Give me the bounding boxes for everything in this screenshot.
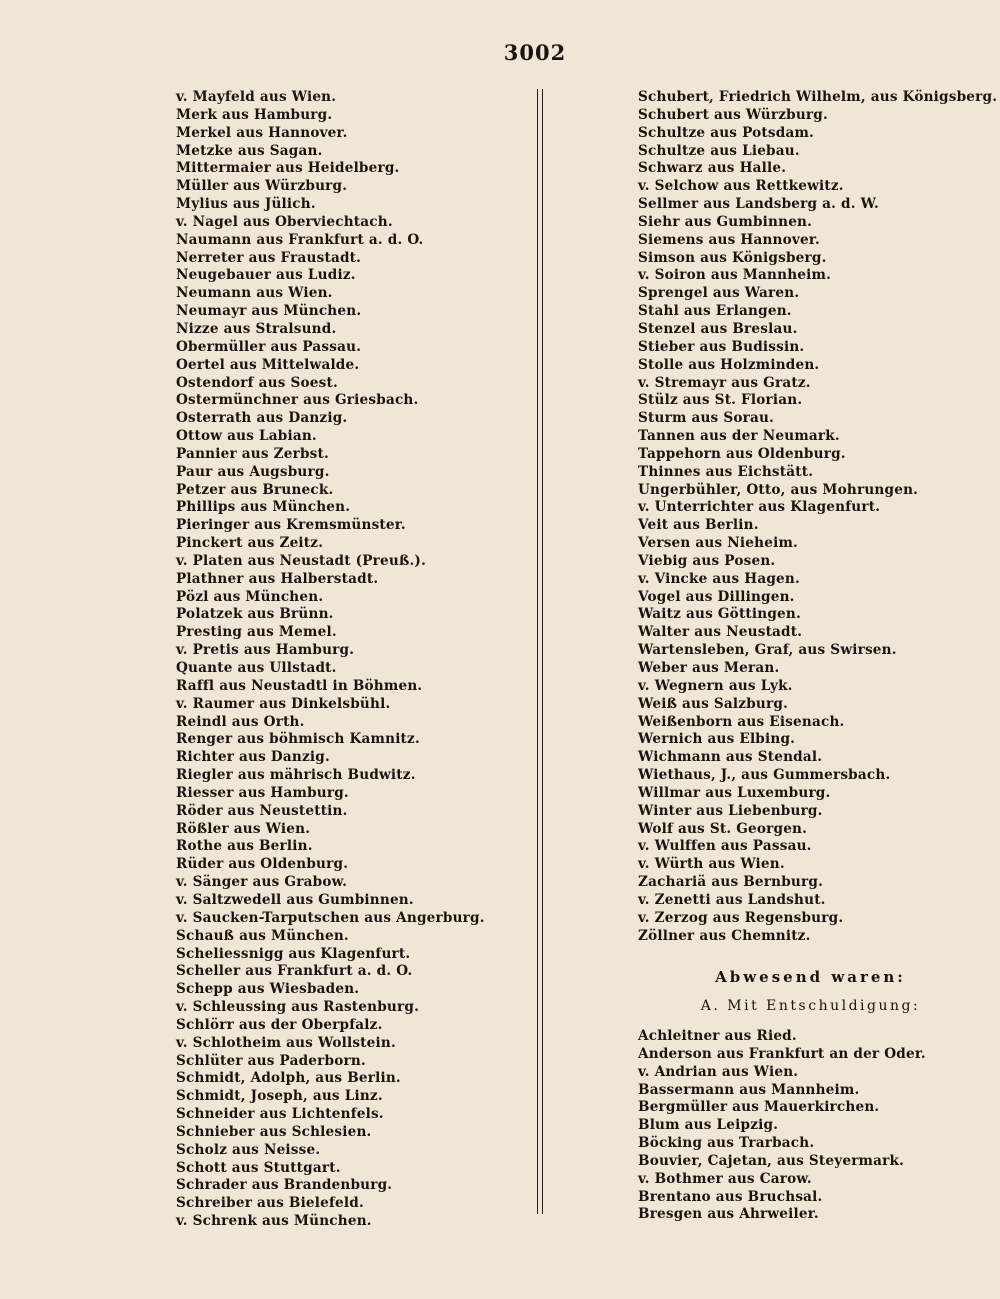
- name-entry: Osterrath aus Danzig.: [176, 410, 348, 427]
- name-entry: Rüder aus Oldenburg.: [176, 856, 349, 873]
- name-entry: v. Schlotheim aus Wollstein.: [176, 1034, 396, 1051]
- name-entry: Weiß aus Salzburg.: [638, 695, 789, 712]
- name-entry: v. Unterrichter aus Klagenfurt.: [638, 499, 881, 516]
- name-entry: Stolle aus Holzminden.: [638, 356, 820, 373]
- name-entry: Schwarz aus Halle.: [638, 160, 787, 177]
- name-entry: Müller aus Würzburg.: [176, 178, 348, 195]
- name-entry: Wolf aus St. Georgen.: [638, 820, 808, 837]
- name-entry: Schubert, Friedrich Wilhelm, aus Königsberg.: [638, 89, 998, 105]
- name-entry: Riesser aus Hamburg.: [176, 784, 349, 801]
- name-entry: Reindl aus Orth.: [176, 713, 305, 730]
- name-entry: Neumayr aus München.: [176, 303, 362, 320]
- name-entry: Paur aus Augsburg.: [176, 463, 330, 480]
- absent-name-list: [638, 1028, 983, 1224]
- name-entry: v. Selchow aus Rettkewitz.: [638, 178, 844, 195]
- page-number: 3002: [503, 40, 567, 65]
- name-entry: Simson aus Königsberg.: [638, 249, 827, 266]
- name-entry: Wartensleben, Graf, aus Swirsen.: [638, 642, 897, 659]
- name-entry: Stahl aus Erlangen.: [638, 303, 792, 320]
- name-entry: Schmidt, Adolph, aus Berlin.: [176, 1070, 401, 1087]
- name-entry: Brentano aus Bruchsal.: [638, 1188, 823, 1205]
- name-entry: Tappehorn aus Oldenburg.: [638, 445, 846, 462]
- name-entry: Polatzek aus Brünn.: [176, 606, 334, 623]
- name-entry: Riegler aus mährisch Budwitz.: [176, 767, 416, 784]
- name-entry: Quante aus Ullstadt.: [176, 660, 337, 676]
- name-entry: Böcking aus Trarbach.: [638, 1135, 815, 1152]
- name-entry: Scholz aus Neisse.: [176, 1141, 321, 1158]
- name-entry: v. Sänger aus Grabow.: [176, 874, 348, 891]
- name-entry: v. Vincke aus Hagen.: [638, 570, 800, 587]
- name-entry: v. Zerzog aus Regensburg.: [638, 909, 844, 926]
- name-entry: Waitz aus Göttingen.: [638, 606, 801, 623]
- name-entry: Schnieber aus Schlesien.: [176, 1123, 372, 1140]
- name-entry: Schneider aus Lichtenfels.: [176, 1106, 384, 1123]
- name-entry: Bouvier, Cajetan, aus Steyermark.: [638, 1152, 905, 1169]
- absent-heading: Abwesend waren:: [715, 968, 906, 986]
- name-entry: Neumann aus Wien.: [176, 285, 333, 302]
- name-entry: Wiethaus, J., aus Gummersbach.: [638, 767, 891, 784]
- absent-subheading: A. Mit Entschuldigung:: [700, 998, 921, 1014]
- name-entry: Bresgen aus Ahrweiler.: [638, 1206, 819, 1223]
- name-entry: Versen aus Nieheim.: [638, 535, 798, 552]
- name-entry: v. Wegnern aus Lyk.: [638, 677, 793, 694]
- name-entry: Weber aus Meran.: [638, 660, 780, 676]
- column-divider: [537, 89, 543, 1214]
- name-entry: Walter aus Neustadt.: [638, 624, 803, 641]
- name-entry: Stenzel aus Breslau.: [638, 320, 798, 337]
- name-entry: v. Wulffen aus Passau.: [638, 838, 812, 855]
- name-entry: Winter aus Liebenburg.: [638, 802, 823, 819]
- name-entry: v. Saucken-Tarputschen aus Angerburg.: [176, 909, 485, 926]
- name-entry: Schrader aus Brandenburg.: [176, 1177, 393, 1194]
- name-entry: Richter aus Danzig.: [176, 749, 330, 766]
- name-entry: Anderson aus Frankfurt an der Oder.: [638, 1045, 926, 1062]
- name-entry: v. Andrian aus Wien.: [638, 1063, 799, 1080]
- name-entry: Schultze aus Potsdam.: [638, 124, 814, 141]
- name-entry: Scheliessnigg aus Klagenfurt.: [176, 945, 411, 962]
- name-entry: v. Schrenk aus München.: [176, 1213, 372, 1230]
- name-entry: Renger aus böhmisch Kamnitz.: [176, 731, 420, 748]
- name-entry: Zöllner aus Chemnitz.: [638, 927, 811, 944]
- name-entry: Plathner aus Halberstadt.: [176, 570, 379, 587]
- name-entry: Schreiber aus Bielefeld.: [176, 1195, 364, 1212]
- name-entry: Wichmann aus Stendal.: [638, 749, 823, 766]
- name-entry: Schott aus Stuttgart.: [176, 1159, 341, 1176]
- name-entry: Pannier aus Zerbst.: [176, 445, 329, 462]
- name-entry: Stülz aus St. Florian.: [638, 392, 803, 409]
- name-entry: Oertel aus Mittelwalde.: [176, 356, 360, 373]
- name-entry: v. Mayfeld aus Wien.: [176, 89, 337, 105]
- name-entry: Schlörr aus der Oberpfalz.: [176, 1016, 383, 1033]
- name-entry: Presting aus Memel.: [176, 624, 337, 641]
- name-entry: Merkel aus Hannover.: [176, 124, 348, 141]
- name-entry: v. Zenetti aus Landshut.: [638, 891, 826, 908]
- name-entry: Stieber aus Budissin.: [638, 338, 805, 355]
- name-entry: Mylius aus Jülich.: [176, 196, 316, 213]
- name-entry: v. Würth aus Wien.: [638, 856, 785, 873]
- name-entry: Scheller aus Frankfurt a. d. O.: [176, 963, 413, 980]
- name-entry: v. Nagel aus Oberviechtach.: [176, 213, 393, 230]
- name-entry: Veit aus Berlin.: [638, 517, 759, 534]
- name-entry: Pinckert aus Zeitz.: [176, 535, 324, 552]
- name-entry: Pieringer aus Kremsmünster.: [176, 517, 406, 534]
- name-entry: v. Bothmer aus Carow.: [638, 1170, 812, 1187]
- name-entry: Schepp aus Wiesbaden.: [176, 981, 360, 998]
- name-entry: v. Schleussing aus Rastenburg.: [176, 999, 420, 1016]
- name-entry: Siehr aus Gumbinnen.: [638, 213, 813, 230]
- left-name-column: [176, 89, 526, 1231]
- name-entry: Willmar aus Luxemburg.: [638, 784, 831, 801]
- name-entry: Pözl aus München.: [176, 588, 324, 605]
- name-entry: Ostendorf aus Soest.: [176, 374, 338, 391]
- name-entry: Bergmüller aus Mauerkirchen.: [638, 1099, 880, 1116]
- name-entry: Ottow aus Labian.: [176, 428, 317, 445]
- name-entry: Raffl aus Neustadtl in Böhmen.: [176, 677, 423, 694]
- name-entry: Nerreter aus Fraustadt.: [176, 249, 362, 266]
- name-entry: Nizze aus Stralsund.: [176, 320, 337, 337]
- name-entry: v. Soiron aus Mannheim.: [638, 267, 832, 284]
- name-entry: Wernich aus Elbing.: [638, 731, 796, 748]
- name-entry: Weißenborn aus Eisenach.: [638, 713, 845, 730]
- name-entry: Achleitner aus Ried.: [638, 1028, 797, 1044]
- name-entry: Mittermaier aus Heidelberg.: [176, 160, 400, 177]
- name-entry: Schultze aus Liebau.: [638, 142, 800, 159]
- name-entry: Phillips aus München.: [176, 499, 351, 516]
- name-entry: v. Stremayr aus Gratz.: [638, 374, 811, 391]
- name-entry: Bassermann aus Mannheim.: [638, 1081, 860, 1098]
- name-entry: v. Pretis aus Hamburg.: [176, 642, 355, 659]
- name-entry: v. Raumer aus Dinkelsbühl.: [176, 695, 391, 712]
- name-entry: Rothe aus Berlin.: [176, 838, 313, 855]
- name-entry: Sellmer aus Landsberg a. d. W.: [638, 196, 879, 213]
- right-name-column: [638, 89, 998, 946]
- name-entry: Petzer aus Bruneck.: [176, 481, 334, 498]
- name-entry: Schmidt, Joseph, aus Linz.: [176, 1088, 383, 1105]
- name-entry: Schubert aus Würzburg.: [638, 106, 828, 123]
- name-entry: Schauß aus München.: [176, 927, 349, 944]
- name-entry: v. Platen aus Neustadt (Preuß.).: [176, 552, 426, 569]
- name-entry: Schlüter aus Paderborn.: [176, 1052, 366, 1069]
- name-entry: Vogel aus Dillingen.: [638, 588, 795, 605]
- name-entry: Ostermünchner aus Griesbach.: [176, 392, 419, 409]
- name-entry: Röder aus Neustettin.: [176, 802, 348, 819]
- name-entry: Rößler aus Wien.: [176, 820, 311, 837]
- name-entry: Merk aus Hamburg.: [176, 106, 333, 123]
- name-entry: Sturm aus Sorau.: [638, 410, 775, 427]
- name-entry: Thinnes aus Eichstätt.: [638, 463, 814, 480]
- name-entry: Metzke aus Sagan.: [176, 142, 323, 159]
- name-entry: Viebig aus Posen.: [638, 552, 776, 569]
- name-entry: Sprengel aus Waren.: [638, 285, 800, 302]
- name-entry: Neugebauer aus Ludiz.: [176, 267, 356, 284]
- name-entry: Blum aus Leipzig.: [638, 1117, 779, 1134]
- name-entry: Obermüller aus Passau.: [176, 338, 362, 355]
- name-entry: Naumann aus Frankfurt a. d. O.: [176, 231, 424, 248]
- name-entry: Ungerbühler, Otto, aus Mohrungen.: [638, 481, 919, 498]
- name-entry: Siemens aus Hannover.: [638, 231, 820, 248]
- name-entry: Zachariä aus Bernburg.: [638, 874, 824, 891]
- name-entry: v. Saltzwedell aus Gumbinnen.: [176, 891, 414, 908]
- name-entry: Tannen aus der Neumark.: [638, 428, 840, 445]
